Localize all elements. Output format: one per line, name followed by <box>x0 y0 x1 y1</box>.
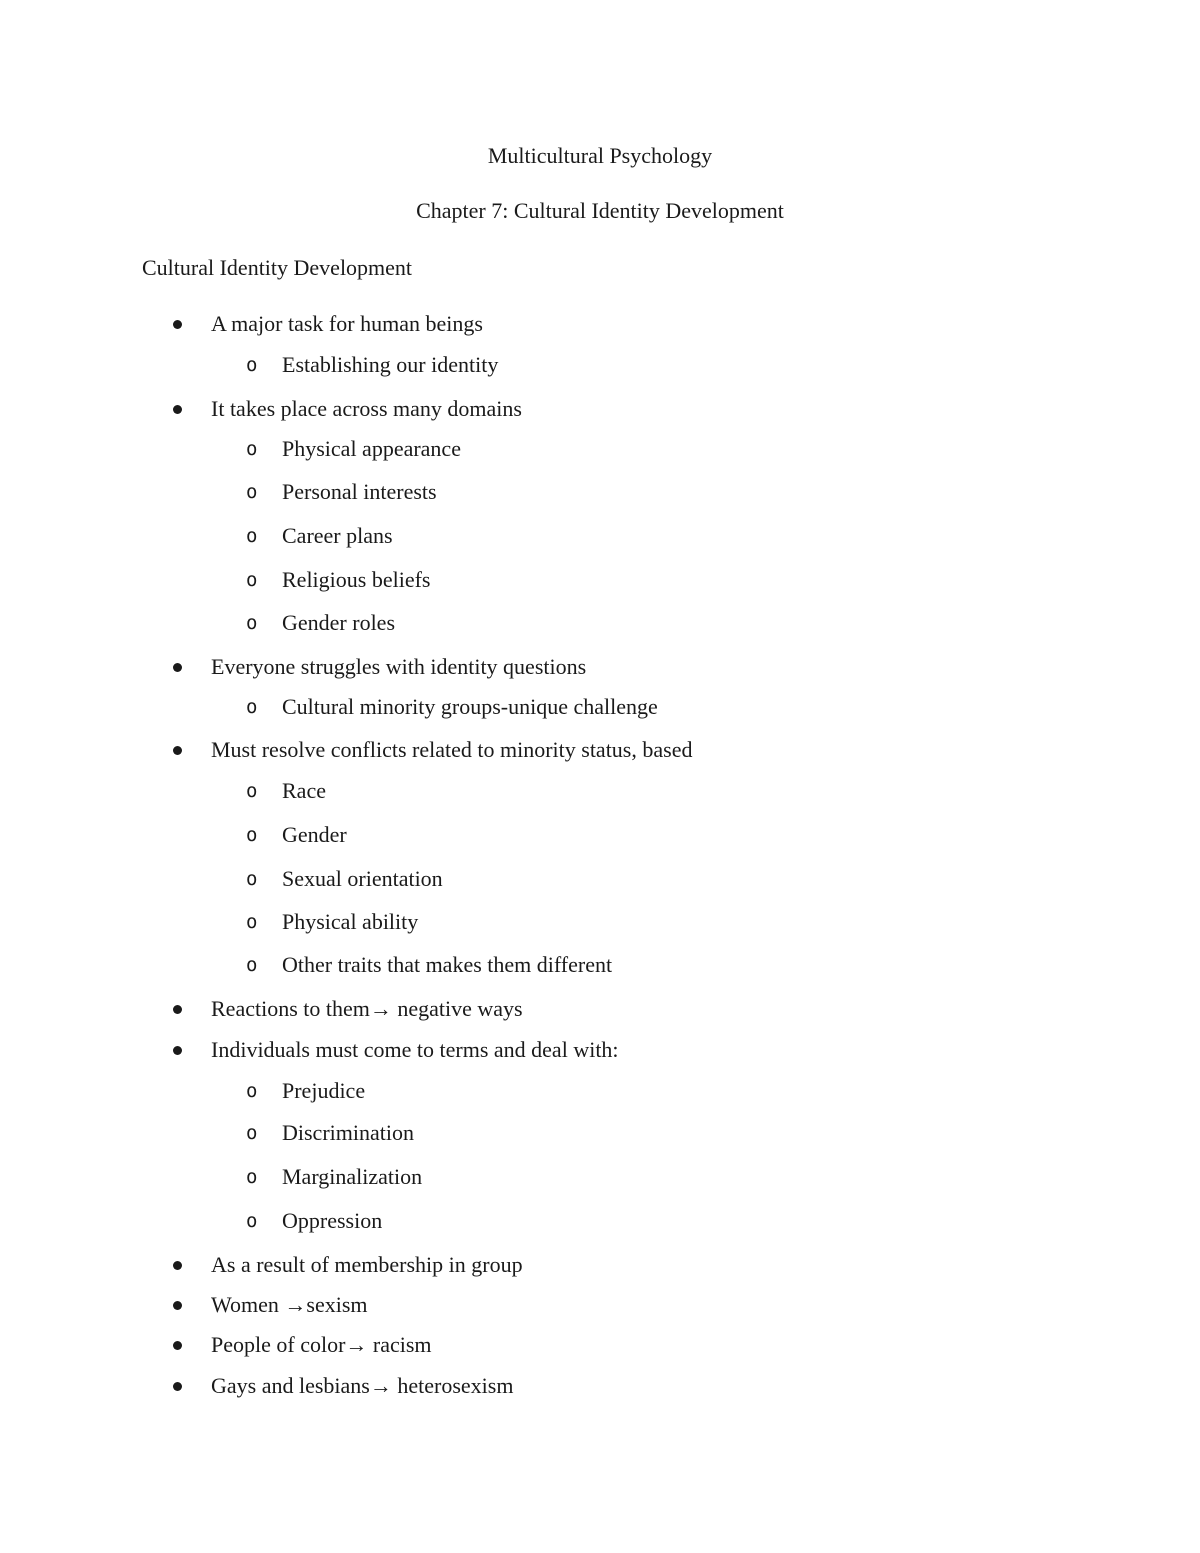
sub-bullet-icon: o <box>246 1122 258 1144</box>
sub-list-item <box>246 1208 383 1234</box>
bullet-icon <box>173 1382 182 1391</box>
sub-list-item <box>246 479 437 505</box>
list-item-text: Race <box>282 778 326 803</box>
sub-bullet-icon: o <box>246 824 258 846</box>
sub-list-item <box>246 909 419 935</box>
list-item <box>211 996 523 1022</box>
bullet-icon <box>173 1261 182 1270</box>
sub-list-item <box>246 778 326 804</box>
sub-list-item <box>246 352 499 378</box>
list-item-text: Marginalization <box>282 1164 423 1189</box>
section-heading: Cultural Identity Development <box>142 255 413 280</box>
bullet-icon <box>173 320 182 329</box>
list-item-text: A major task for human beings <box>211 311 483 336</box>
sub-bullet-icon: o <box>246 696 258 718</box>
list-item-text: Physical appearance <box>282 436 461 461</box>
list-item-text: Sexual orientation <box>282 866 443 891</box>
list-item-text: Other traits that makes them different <box>282 952 613 977</box>
list-item <box>211 654 586 680</box>
sub-bullet-icon: o <box>246 911 258 933</box>
bullet-icon <box>173 405 182 414</box>
list-item-text: Personal interests <box>282 479 437 504</box>
sub-bullet-icon: o <box>246 481 258 503</box>
bullet-icon <box>173 746 182 755</box>
list-item-text: Career plans <box>282 523 393 548</box>
sub-list-item <box>246 567 431 593</box>
sub-bullet-icon: o <box>246 569 258 591</box>
list-item-text: Individuals must come to terms and deal with: <box>211 1037 619 1062</box>
bullet-icon <box>173 1341 182 1350</box>
list-item-text: Oppression <box>282 1208 383 1233</box>
bullet-icon <box>173 1046 182 1055</box>
list-item <box>211 1037 619 1063</box>
list-item-text: Gender <box>282 822 347 847</box>
list-item <box>211 396 522 422</box>
sub-list-item <box>246 436 461 462</box>
bullet-icon <box>173 1005 182 1014</box>
list-item-text: Religious beliefs <box>282 567 431 592</box>
sub-list-item <box>246 952 613 978</box>
list-item-text: Everyone struggles with identity questions <box>211 654 587 679</box>
sub-bullet-icon: o <box>246 780 258 802</box>
list-item-text: Women →sexism <box>211 1292 368 1317</box>
list-item <box>211 1373 513 1399</box>
sub-bullet-icon: o <box>246 1166 258 1188</box>
sub-bullet-icon: o <box>246 1080 258 1102</box>
sub-list-item <box>246 822 347 848</box>
bullet-icon <box>173 1301 182 1310</box>
sub-list-item <box>246 1164 423 1190</box>
list-item-text: Cultural minority groups-unique challenge <box>282 694 658 719</box>
sub-bullet-icon: o <box>246 525 258 547</box>
list-item <box>211 311 483 337</box>
sub-list-item <box>246 1120 414 1146</box>
sub-bullet-icon: o <box>246 354 258 376</box>
sub-list-item <box>246 866 443 892</box>
sub-bullet-icon: o <box>246 438 258 460</box>
list-item <box>211 737 692 763</box>
bullet-icon <box>173 663 182 672</box>
sub-bullet-icon: o <box>246 1210 258 1232</box>
sub-list-item <box>246 694 658 720</box>
list-item-text: As a result of membership in group <box>211 1252 523 1277</box>
sub-bullet-icon: o <box>246 868 258 890</box>
sub-list-item <box>246 1078 366 1104</box>
list-item-text: It takes place across many domains <box>211 396 522 421</box>
sub-bullet-icon: o <box>246 954 258 976</box>
list-item-text: Gender roles <box>282 610 396 635</box>
list-item-text: Reactions to them→ negative ways <box>211 996 523 1021</box>
list-item <box>211 1332 432 1358</box>
list-item-text: Gays and lesbians→ heterosexism <box>211 1373 514 1398</box>
document-title: Multicultural Psychology <box>487 143 713 168</box>
list-item-text: People of color→ racism <box>211 1332 432 1357</box>
list-item <box>211 1292 368 1318</box>
chapter-title: Chapter 7: Cultural Identity Development <box>416 198 784 223</box>
sub-list-item <box>246 523 393 549</box>
sub-bullet-icon: o <box>246 612 258 634</box>
list-item-text: Must resolve conflicts related to minority status, based <box>211 737 693 762</box>
list-item-text: Prejudice <box>282 1078 366 1103</box>
list-item-text: Discrimination <box>282 1120 414 1145</box>
sub-list-item <box>246 610 396 636</box>
list-item-text: Physical ability <box>282 909 419 934</box>
list-item <box>211 1252 523 1278</box>
list-item-text: Establishing our identity <box>282 352 499 377</box>
